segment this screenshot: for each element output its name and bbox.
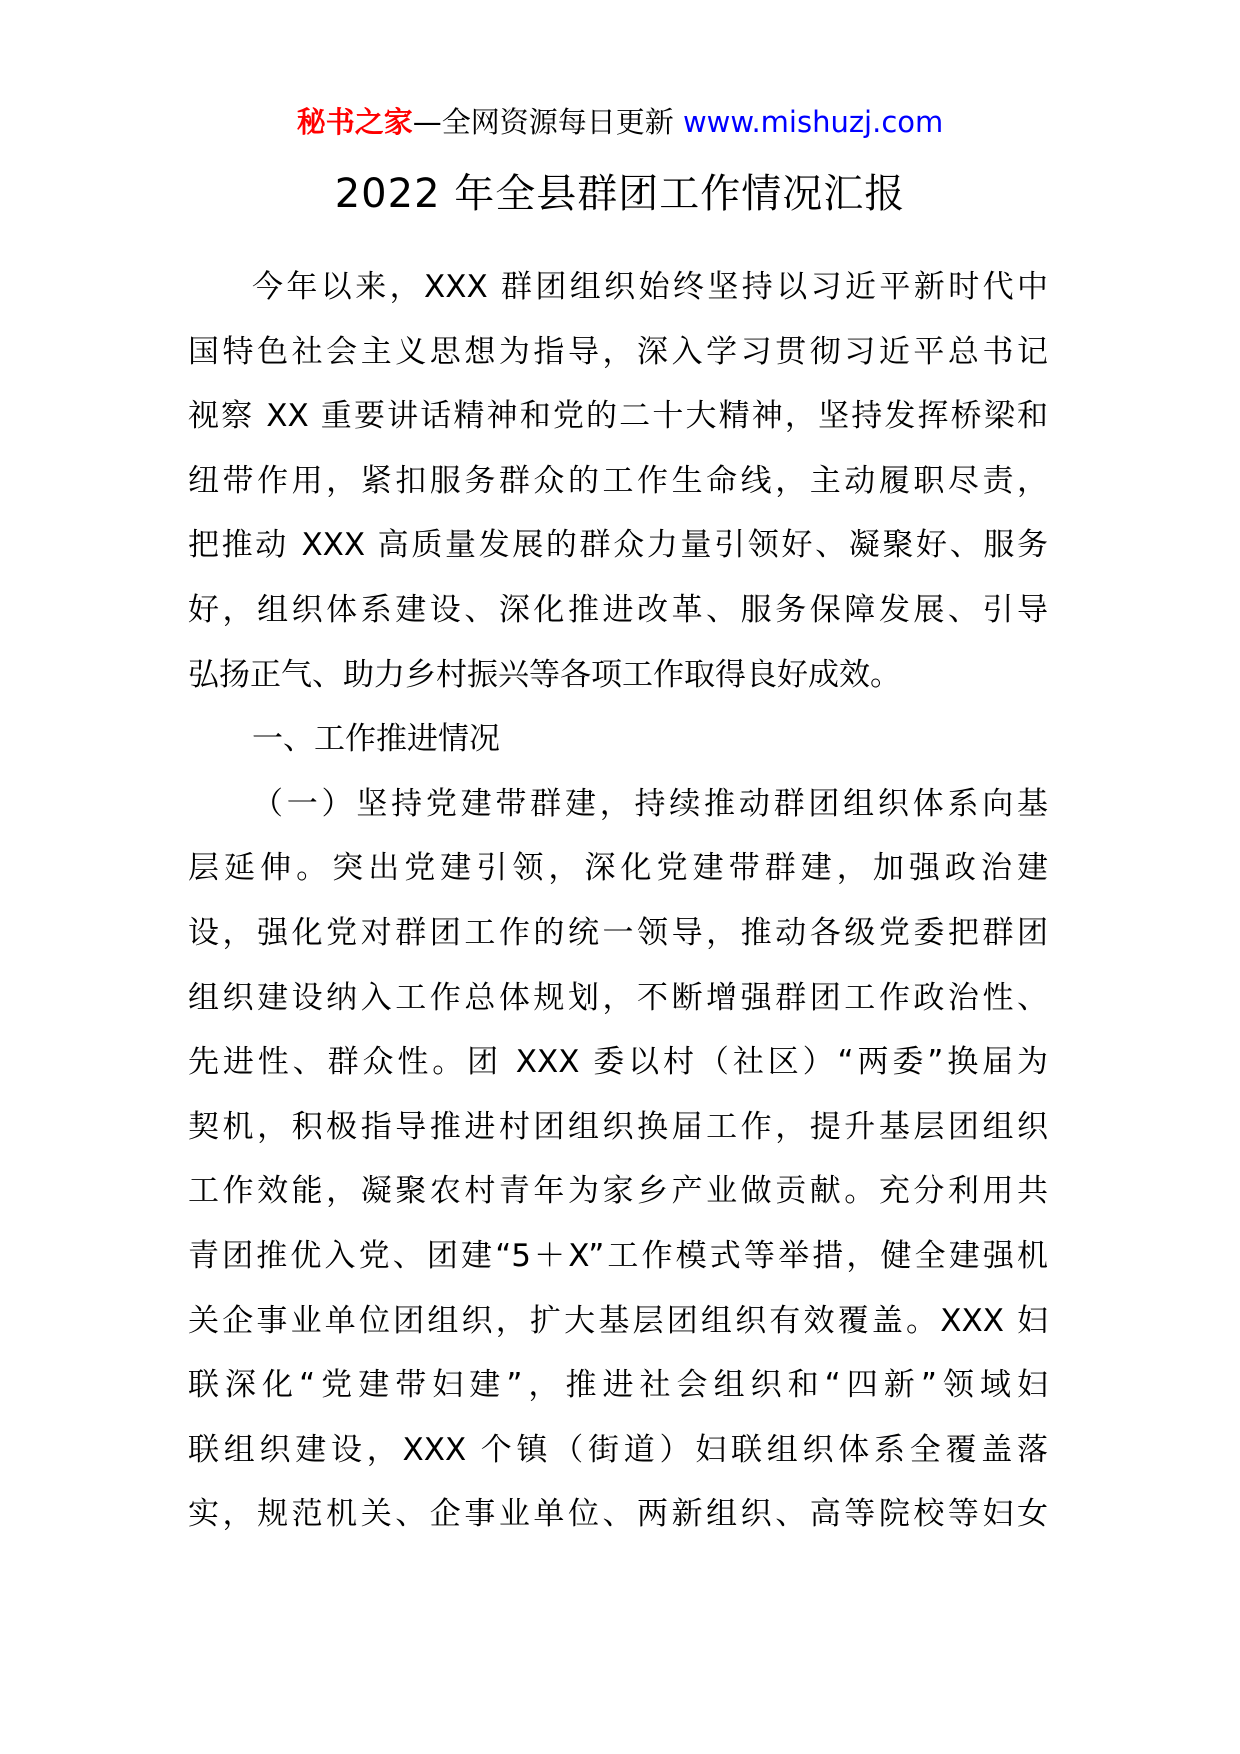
- text-line: 设，强化党对群团工作的统一领导，推动各级党委把群团: [188, 914, 1048, 951]
- header-tagline: —全网资源每日更新: [412, 105, 674, 139]
- document-title: 2022 年全县群团工作情况汇报: [334, 171, 906, 217]
- text-line: 视察 XX 重要讲话精神和党的二十大精神，坚持发挥桥梁和: [188, 398, 1048, 435]
- text-line: 把推动 XXX 高质量发展的群众力量引领好、凝聚好、服务: [188, 527, 1048, 564]
- text-line: 弘扬正气、助力乡村振兴等各项工作取得良好成效。: [188, 656, 901, 693]
- text-line: 国特色社会主义思想为指导，深入学习贯彻习近平总书记: [188, 333, 1048, 370]
- text-line: 契机，积极指导推进村团组织换届工作，提升基层团组织: [188, 1108, 1048, 1145]
- section-heading: 一、工作推进情况: [252, 721, 500, 758]
- text-line: 关企事业单位团组织，扩大基层团组织有效覆盖。XXX 妇: [188, 1302, 1048, 1339]
- text-line: 工作效能，凝聚农村青年为家乡产业做贡献。充分利用共: [188, 1173, 1048, 1210]
- text-line: 纽带作用，紧扣服务群众的工作生命线，主动履职尽责，: [188, 462, 1048, 499]
- site-url-link[interactable]: www.mishuzj.com: [682, 105, 944, 139]
- text-line: 先进性、群众性。团 XXX 委以村（社区）“两委”换届为: [188, 1044, 1048, 1081]
- text-line: 组织建设纳入工作总体规划，不断增强群团工作政治性、: [188, 979, 1048, 1016]
- text-line: 青团推优入党、团建“5＋X”工作模式等举措，健全建强机: [188, 1237, 1048, 1274]
- text-line: 联深化“党建带妇建”，推进社会组织和“四新”领域妇: [188, 1367, 1048, 1404]
- text-line: 实，规范机关、企事业单位、两新组织、高等院校等妇女: [188, 1496, 1048, 1533]
- text-line: 今年以来，XXX 群团组织始终坚持以习近平新时代中: [252, 269, 1048, 305]
- brand-name: 秘书之家: [296, 105, 413, 139]
- site-header: [0, 102, 1240, 142]
- text-line: 联组织建设，XXX 个镇（街道）妇联组织体系全覆盖落: [188, 1431, 1048, 1468]
- text-line: 好，组织体系建设、深化推进改革、服务保障发展、引导: [188, 591, 1048, 628]
- text-line: 层延伸。突出党建引领，深化党建带群建，加强政治建: [188, 850, 1048, 887]
- text-line: （一）坚持党建带群建，持续推动群团组织体系向基: [252, 785, 1048, 822]
- paragraph-intro: [188, 255, 1048, 1547]
